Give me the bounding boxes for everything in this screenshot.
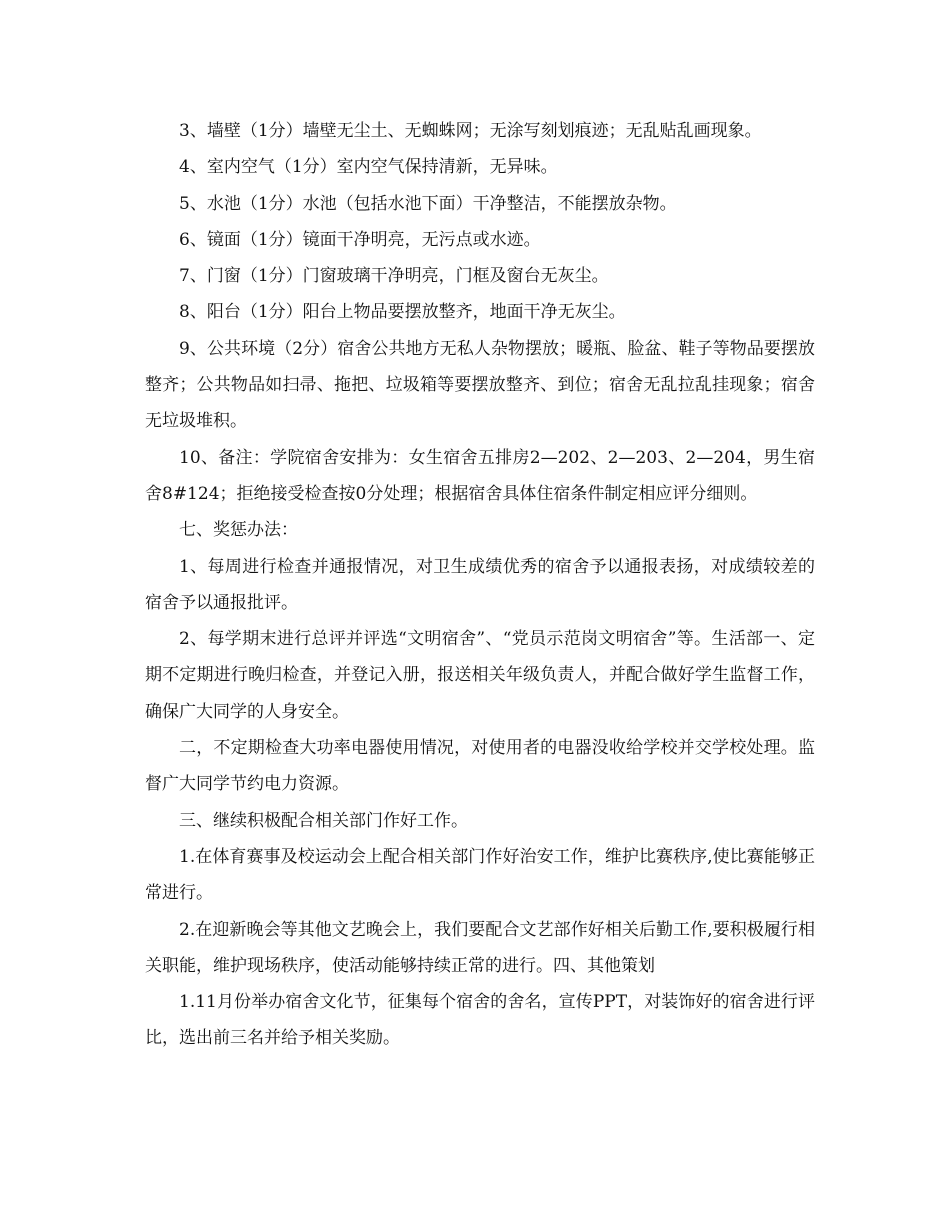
paragraph-cooperation: 三、继续积极配合相关部门作好工作。: [179, 810, 468, 831]
paragraph-gala-events: 2.在迎新晚会等其他文艺晚会上，我们要配合文艺部作好相关后勤工作,要积极履行相关职能，维护现场秩序，使活动能够持续正常的进行。四、其他策划: [145, 919, 815, 976]
paragraph-sports-events: 1.在体育赛事及校运动会上配合相关部门作好治安工作，维护比赛秩序,使比赛能够正常进行。: [145, 846, 815, 904]
paragraph-term-evaluation: 2、每学期末进行总评并评选“文明宿舍”、“党员示范岗文明宿舍”等。生活部一、定期不定期进行晚归检查，并登记入册，报送相关年级负责人，并配合做好学生监督工作，确保广大同学的人身安全。: [145, 629, 815, 722]
paragraph-sink: 5、水池（1分）水池（包括水池下面）干净整洁，不能摆放杂物。: [179, 193, 677, 214]
paragraph-public-environment: 9、公共环境（2分）宿舍公共地方无私人杂物摆放；暖瓶、脸盆、鞋子等物品要摆放整齐；公共物品如扫帚、拖把、垃圾箱等要摆放整齐、到位；宿舍无乱拉乱挂现象；宿舍无垃圾堆积。: [145, 338, 815, 432]
paragraph-culture-festival: 1.11月份举办宿舍文化节，征集每个宿舍的舍名，宣传PPT，对装饰好的宿舍进行评比，选出前三名并给予相关奖励。: [145, 992, 815, 1049]
paragraph-indoor-air: 4、室内空气（1分）室内空气保持清新，无异味。: [179, 157, 558, 178]
paragraph-remarks: 10、备注：学院宿舍安排为：女生宿舍五排房2—202、2—203、2—204，男生宿舍8#124；拒绝接受检查按0分处理；根据宿舍具体住宿条件制定相应评分细则。: [145, 447, 815, 504]
paragraph-weekly-check: 1、每周进行检查并通报情况，对卫生成绩优秀的宿舍予以通报表扬，对成绩较差的宿舍予以通报批评。: [145, 556, 815, 613]
paragraph-mirror: 6、镜面（1分）镜面干净明亮，无污点或水迹。: [179, 229, 541, 250]
document-page: [145, 113, 815, 1057]
paragraph-electrical-check: 二，不定期检查大功率电器使用情况，对使用者的电器没收给学校并交学校处理。监督广大同学节约电力资源。: [145, 738, 815, 795]
paragraph-wall: 3、墙壁（1分）墙壁无尘土、无蜘蛛网；无涂写刻划痕迹；无乱贴乱画现象。: [179, 121, 762, 141]
section-heading-rewards: 七、奖惩办法：: [179, 520, 298, 541]
paragraph-doors-windows: 7、门窗（1分）门窗玻璃干净明亮，门框及窗台无灰尘。: [179, 266, 609, 287]
paragraph-balcony: 8、阳台（1分）阳台上物品要摆放整齐，地面干净无灰尘。: [179, 302, 626, 323]
